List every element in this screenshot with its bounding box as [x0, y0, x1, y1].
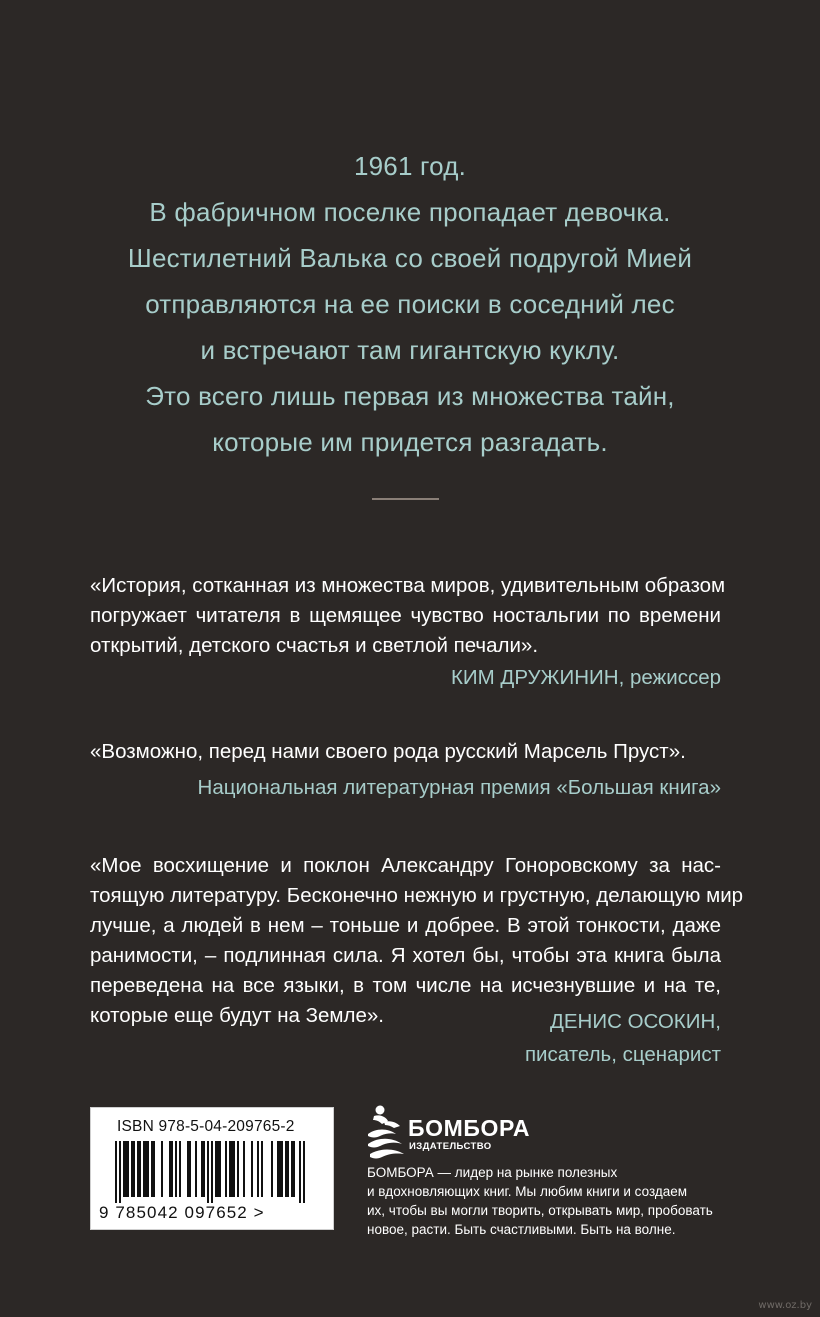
quote-line: переведена на все языки, в том числе на исчезнувшие и на те, [90, 974, 721, 997]
barcode-bar [299, 1141, 301, 1203]
quote-line: погружает читателя в щемящее чувство ностальгии по времени [90, 604, 721, 627]
publisher-description-line: новое, расти. Быть счастливыми. Быть на волне. [367, 1222, 676, 1237]
section-divider [372, 498, 439, 500]
barcode-bar [123, 1141, 129, 1197]
review-attribution-3-name: ДЕНИС ОСОКИН, [549, 1010, 721, 1033]
barcode-bar [291, 1141, 295, 1197]
barcode-bar [119, 1141, 121, 1203]
quote-line: ранимости, – подлинная сила. Я хотел бы, чтобы эта книга была [90, 944, 721, 967]
publisher-description [367, 1163, 727, 1239]
review-attribution-3-role: писатель, сценарист [524, 1043, 721, 1066]
barcode-bar [143, 1141, 149, 1197]
barcode-bar [303, 1141, 305, 1203]
publisher-description-line: и вдохновляющих книг. Мы любим книги и создаем [367, 1184, 688, 1199]
publisher-description-line: их, чтобы вы могли творить, открывать мир, пробовать [367, 1203, 713, 1218]
barcode-bar [131, 1141, 135, 1197]
barcode-digits: 9 785042 097652 > [99, 1203, 265, 1222]
publisher-description-line: БОМБОРА — лидер на рынке полезных [367, 1165, 618, 1180]
publisher-logo [366, 1104, 536, 1164]
barcode-bar [161, 1141, 163, 1197]
quote-line: «Возможно, перед нами своего рода русский Марсель Пруст». [90, 740, 686, 763]
barcode-bar [237, 1141, 239, 1197]
quote-line: «Мое восхищение и поклон Александру Гоноровскому за нас- [90, 854, 721, 877]
synopsis-line: Это всего лишь первая из множества тайн, [145, 381, 675, 411]
barcode-bar [285, 1141, 289, 1197]
review-quote-3 [90, 851, 744, 1031]
barcode-bar [229, 1141, 235, 1197]
quote-line: «История, сотканная из множества миров, удивительным образом [90, 574, 726, 597]
barcode-bar [207, 1141, 209, 1203]
barcode-bar [225, 1141, 227, 1197]
synopsis-line: Шестилетний Валька со своей подругой Мией [127, 243, 693, 273]
review-attribution-1: КИМ ДРУЖИНИН, режиссер [450, 666, 721, 689]
barcode-bar [187, 1141, 191, 1197]
synopsis-line: которые им придется разгадать. [212, 427, 608, 457]
barcode-bar [277, 1141, 283, 1197]
barcode-bar [151, 1141, 155, 1197]
barcode-bar [169, 1141, 173, 1197]
barcode-bar [195, 1141, 197, 1197]
publisher-logo-name: БОМБОРА [408, 1115, 531, 1141]
publisher-logo-subtitle: ИЗДАТЕЛЬСТВО [409, 1141, 492, 1152]
review-quote-1 [90, 571, 726, 661]
quote-line: которые еще будут на Земле». [90, 1004, 384, 1027]
quote-line: тоящую литературу. Бесконечно нежную и грустную, делающую мир [90, 884, 744, 907]
review-attribution-2: Национальная литературная премия «Большая книга» [197, 776, 721, 799]
barcode-bar [215, 1141, 221, 1197]
synopsis-line: 1961 год. [353, 151, 467, 181]
barcode-bar [201, 1141, 205, 1197]
synopsis-line: отправляются на ее поиски в соседний лес [145, 289, 675, 319]
isbn-label: ISBN 978-5-04-209765-2 [117, 1118, 295, 1135]
barcode-bar [115, 1141, 117, 1203]
barcode-bar [211, 1141, 213, 1203]
barcode-bar [261, 1141, 263, 1197]
barcode-bars [115, 1141, 311, 1203]
barcode-bar [251, 1141, 253, 1197]
isbn-barcode [90, 1107, 334, 1230]
barcode-bar [271, 1141, 273, 1197]
publisher-logo-icon [366, 1104, 408, 1164]
barcode-bar [175, 1141, 177, 1197]
synopsis-line: и встречают там гигантскую куклу. [200, 335, 620, 365]
store-watermark: www.oz.by [758, 1300, 812, 1311]
synopsis [0, 143, 820, 465]
barcode-bar [137, 1141, 141, 1197]
barcode-bar [257, 1141, 259, 1197]
quote-line: лучше, а людей в нем – тоньше и добрее. В этой тонкости, даже [90, 914, 721, 937]
quote-line: открытий, детского счастья и светлой печали». [90, 634, 539, 657]
synopsis-line: В фабричном поселке пропадает девочка. [149, 197, 671, 227]
barcode-bar [179, 1141, 181, 1197]
barcode-bar [243, 1141, 245, 1197]
review-quote-2 [90, 737, 721, 767]
